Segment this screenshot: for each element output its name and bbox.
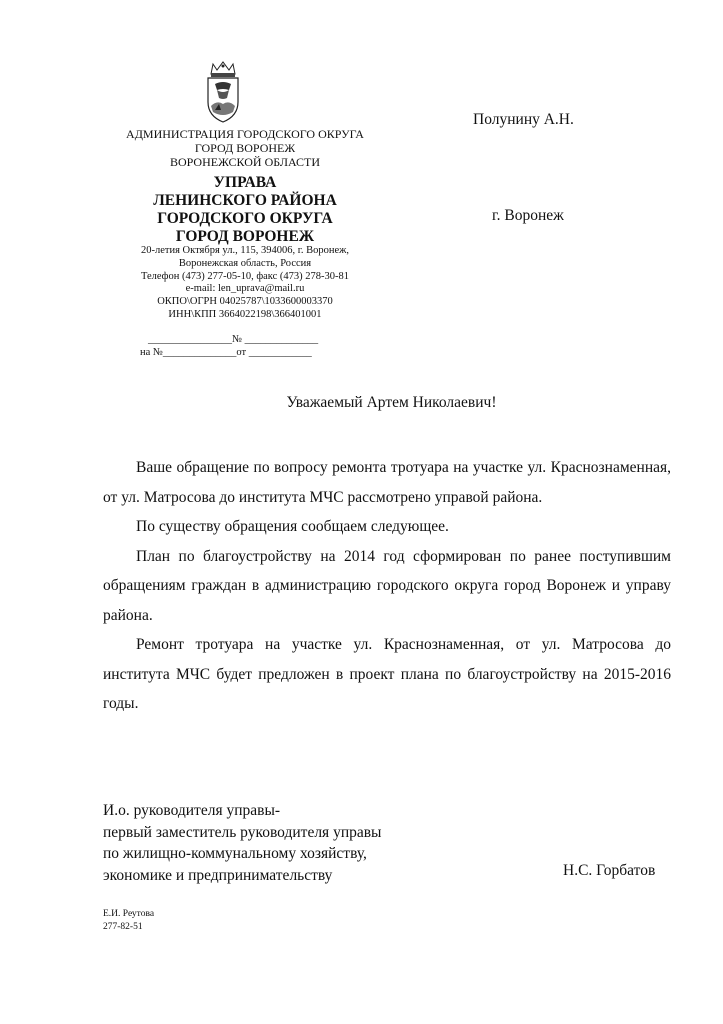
executor-phone: 277-82-51 [103, 922, 143, 932]
region-line: Воронежская область, Россия [178, 257, 312, 269]
executor-name: Е.И. Реутова [103, 909, 155, 919]
address-line: 20-летия Октября ул., 115, 394006, г. Воронеж, [141, 245, 349, 256]
inn-kpp-line: ИНН\КПП 3664022198\366401001 [168, 308, 322, 320]
body-paragraph: Ремонт тротуара на участке ул. Краснознаменная, от ул. Матросова до института МЧС будет предложен в проект плана по благоустройству на 2015-2016 годы. [103, 636, 671, 712]
uprava-line: УПРАВА [213, 174, 277, 191]
coat-of-arms-emblem [203, 60, 243, 124]
signatory-position [103, 800, 381, 886]
uprava-name-block [100, 174, 390, 246]
email-line: e-mail: len_uprava@mail.ru [185, 283, 305, 295]
phone-fax-line: Телефон (473) 277-05-10, факс (473) 278-30-81 [140, 270, 350, 282]
outgoing-number-line: ________________№ ______________ [148, 334, 319, 345]
signatory-name: Н.С. Горбатов [563, 862, 656, 879]
contacts-block [100, 245, 390, 322]
okpo-ogrn-line: ОКПО\ОГРН 04025787\1033600003370 [157, 296, 333, 308]
addressee-name: Полунину А.Н. [473, 111, 574, 128]
org-line: ГОРОД ВОРОНЕЖ [194, 141, 296, 155]
uprava-line: ГОРОД ВОРОНЕЖ [175, 228, 315, 245]
position-line: И.о. руководителя управы- [103, 802, 281, 819]
org-line: АДМИНИСТРАЦИЯ ГОРОДСКОГО ОКРУГА [126, 127, 364, 141]
uprava-line: ГОРОДСКОГО ОКРУГА [157, 210, 333, 227]
org-line: ВОРОНЕЖСКОЙ ОБЛАСТИ [169, 155, 321, 169]
body-paragraph: Ваше обращение по вопросу ремонта тротуара на участке ул. Краснознаменная, от ул. Матросова до института МЧС рассмотрено управой района. [103, 459, 671, 506]
incoming-reference-line: на №______________от ____________ [140, 347, 312, 358]
salutation: Уважаемый Артем Николаевич! [286, 394, 497, 411]
addressee-city: г. Воронеж [492, 207, 564, 224]
executor-block [103, 908, 154, 934]
uprava-line: ЛЕНИНСКОГО РАЙОНА [153, 192, 337, 209]
letter-body [103, 453, 671, 719]
body-paragraph: По существу обращения сообщаем следующее. [136, 518, 449, 535]
organization-name-block [100, 128, 390, 170]
position-line: по жилищно-коммунальному хозяйству, [103, 845, 367, 862]
position-line: экономике и предпринимательству [103, 866, 333, 884]
position-line: первый заместитель руководителя управы [103, 823, 382, 841]
body-paragraph: План по благоустройству на 2014 год сформирован по ранее поступившим обращениям граждан в администрацию городского округа город Воронеж и управу района. [103, 547, 671, 624]
